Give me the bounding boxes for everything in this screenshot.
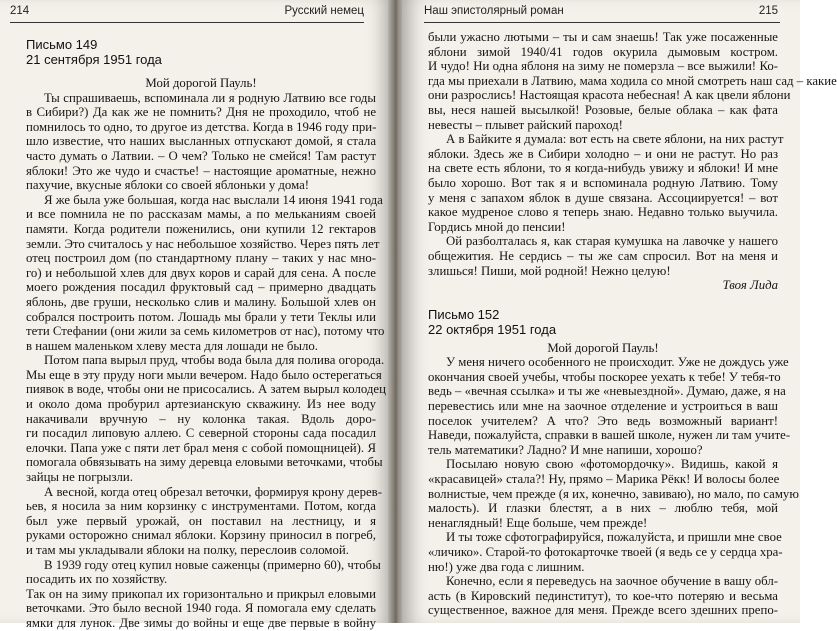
header-rule — [10, 22, 364, 23]
text-line: яблоки. Здесь же в Сибири холодно – и они не растут. Но раз — [428, 146, 778, 161]
text-line: яблони зимой 1940/41 годов окурила дымовым костром. — [428, 44, 778, 59]
text-line: ямки для лунок. Две зимы до войны и еще две первые в войну — [26, 615, 376, 630]
text-line: у меня с запахом яблок в душе связана. Ассоциируется! – вот — [428, 190, 778, 205]
letter-title: Письмо 149 — [26, 37, 98, 52]
text-line: ьев, я носила за ним корзинку с инструментами. Потом, когда — [26, 499, 376, 514]
running-head: Русский немец — [284, 5, 364, 17]
text-line: злишься! Пиши, мой родной! Нежно целую! — [428, 263, 671, 278]
text-line: они разрослись! Настоящая красота небесная! А как цвели яблони — [428, 88, 791, 103]
text-line: волнистые, чем прежде (я их, конечно, завиваю), но мало, по самую — [428, 486, 799, 501]
salutation: Мой дорогой Пауль! — [547, 340, 659, 355]
text-line: зайцы не погрызли. — [26, 470, 133, 485]
text-line: И чудо! Ни одна яблоня на зиму не померзла – все выжили! Ко- — [428, 59, 778, 74]
text-line: Я же была уже большая, когда нас выслали 14 июня 1941 года — [44, 192, 383, 207]
text-line: в нашем маленьком хлеву места для лошади не было. — [26, 338, 318, 353]
text-line: «красавицей» стала?! Ну, прямо – Марика Рёкк! И волосы более — [428, 472, 780, 487]
text-line: вы, неся нашей высылкой! Розовые, белые облака – как фата — [428, 102, 778, 117]
letter-body-continued — [428, 30, 837, 278]
text-line: пиявок в воде, чтобы они не присосались. А затем вырыл колодец — [26, 382, 386, 397]
text-line: собрался построить потом. Лошадь мы брали у тети Теклы или — [26, 309, 376, 324]
text-line: пахучие, вкусные яблоки со своей яблоньки у дома! — [26, 178, 310, 193]
text-line: И ты тоже сфотографируйся, пожалуйста, и пришли мне свое — [446, 530, 782, 545]
left-page — [0, 0, 392, 630]
text-line: поселок учителем? А что? Это ведь возможный вариант! — [428, 413, 778, 428]
text-line: общежития. Не сердись – ты же сам спросил. Вот на меня и — [428, 248, 778, 263]
text-line: яблоки! Это же чудо и счастье! – настоящие ароматные, нежно — [26, 163, 376, 178]
text-line: существенное, важное для меня. Прежде всего здешних препо- — [428, 603, 778, 618]
text-line: какое мудреное слово я теперь знаю. Недавно только выучила. — [428, 205, 778, 220]
text-line: яблонь, две груши, несколько слив и малину. Большой хлев он — [26, 294, 376, 309]
header-rule — [424, 22, 780, 23]
text-line: накачивали вручную – ну колонка такая. Вдоль доро- — [26, 411, 376, 426]
text-line: Конечно, если я переведусь на заочное обучение в вашу обл- — [446, 574, 778, 589]
text-line: Так он на зиму прикопал их горизонтально и прикрыл еловыми — [26, 586, 376, 601]
text-line: невесты – плывет райский пароход! — [428, 117, 623, 132]
letter-title: Письмо 152 — [428, 306, 500, 322]
text-line: веточками. Это было весной 1940 года. Я помогала ему сделать — [26, 601, 376, 616]
text-line: часто думать о Латвии. – О чем? Только не смейся! Там растут — [26, 148, 376, 163]
text-line: ню!) уже два года с лишним. — [428, 559, 585, 574]
text-line: Гордись мной до пенсии! — [428, 219, 566, 234]
running-head: Наш эпистолярный роман — [424, 5, 564, 17]
text-line: было хорошо. Вот так я и вспоминала родную Латвию. Тому — [428, 175, 778, 190]
text-line: ги посадил липовую аллею. С северной стороны сада посадил — [26, 426, 376, 441]
letter-149-continued — [428, 30, 837, 618]
text-line: и все помнила не по рассказам мамы, а по мельканиям своей — [26, 207, 376, 222]
text-line: Посылаю новую свою «фотомордочку». Видишь, какой я — [446, 457, 778, 472]
letter-body — [26, 90, 386, 631]
text-line: Наведи, пожалуйста, справки в вашей школе, нужен ли там учите- — [428, 428, 791, 443]
text-line: тети Стефании (они жили за семь километров от нас), потому что — [26, 324, 385, 339]
text-line: на свете есть яблони, то я когда-нибудь увижу и яблоки! И мне — [428, 161, 778, 176]
text-line: «личико». Старой-то фотокарточке твоей (я ведь се у сердца хра- — [428, 545, 783, 559]
text-line: ненаглядный! Еще больше, чем прежде! — [428, 515, 648, 530]
right-page — [402, 0, 837, 623]
text-line: в Сибири?) Да как же не помнить? Дня не проходило, чтоб не — [26, 105, 376, 120]
text-line: шло известие, что наших высланных отпускают домой, я стала — [26, 134, 376, 149]
text-line: Ой разболталась я, как старая кумушка на лавочке у нашего — [446, 234, 778, 249]
text-line: руками осторожно снимал яблоки. Корзину приносил в погреб, — [26, 528, 376, 543]
text-line: земли. Это считалось у нас небольшое хозяйство. Через пять лет — [26, 236, 380, 251]
text-line: Ты спрашиваешь, вспоминала ли я родную Латвию все годы — [44, 90, 376, 105]
page-number: 215 — [758, 5, 778, 17]
text-line: отец построил дом (по стандартному плану – таких у нас мно- — [26, 251, 376, 266]
text-line: У меня ничего особенного не происходит. Уже не дождусь уже — [446, 355, 789, 370]
letter-149 — [26, 37, 386, 631]
text-line: гда мы приехали в Латвию, мама ходила со мной смотреть наш сад – какие — [428, 73, 837, 88]
text-line: был уже первый урожай, он поставил на лестницу, и я — [26, 513, 376, 528]
letter-date: 21 сентября 1951 года — [26, 52, 162, 67]
text-line: и там мы укладывали яблоки на полку, переслоив соломой. — [26, 543, 349, 557]
text-line: го) и небольшой хлев для двух коров и сарай для сена. А после — [26, 265, 376, 280]
text-line: перевестись или мне на заочное отделение и устроиться в ваш — [428, 399, 778, 414]
text-line: помогала обвязывать на зиму деревца еловыми веточками, чтобы — [26, 455, 383, 470]
text-line: Потом папа вырыл пруд, чтобы вода была для полива огорода. — [44, 353, 385, 368]
text-line: А весной, когда отец обрезал веточки, формируя крону дерев- — [44, 484, 382, 499]
text-line: малость). И глазки блестят, а в них – люблю тебя, мой — [428, 501, 778, 516]
text-line: А в Байките я думала: вот есть на свете яблони, на них растут — [446, 132, 784, 147]
text-line: Мы еще в эту пруду ноги мыли вечером. Надо было остерегаться — [26, 367, 382, 382]
text-line: тель математики? Ладно? И мне напиши, хорошо? — [428, 442, 703, 457]
letter-152-body — [428, 355, 799, 618]
text-line: асть (в Кировский пединститут), то кое-что потеряю и весьма — [428, 588, 778, 603]
text-line: окончания своей учебы, чтобы поскорее уехать к тебе! У тебя-то — [428, 369, 781, 384]
signature: Твоя Лида — [722, 278, 778, 293]
text-line: елочки. Папа уже с пяти лет брал меня с собой помощницей). Я — [26, 440, 376, 455]
text-line: моего рождения посадил фруктовый сад – примерно двадцать — [26, 280, 376, 295]
text-line: В 1939 году отец купил новые саженцы (примерно 60), чтобы — [44, 557, 381, 572]
text-line: ведь – «вечная ссылка» и ты же «невыездной». Думаю, даже, я на — [428, 384, 786, 399]
text-line: помнилось то одно, то другое из детства. Когда в 1946 году при- — [26, 119, 377, 134]
salutation: Мой дорогой Пауль! — [145, 76, 257, 90]
letter-date: 22 октября 1951 года — [428, 321, 557, 337]
text-line: были ужасно лютыми – ты и сам знаешь! Так уже посаженные — [428, 30, 778, 44]
text-line: посадить их по хозяйству. — [26, 572, 168, 587]
text-line: памяти. Когда родители поженились, они купили 12 гектаров — [26, 221, 376, 236]
text-line: и около дома пробурил артезианскую скважину. Из нее воду — [26, 397, 376, 412]
page-number: 214 — [10, 5, 30, 17]
